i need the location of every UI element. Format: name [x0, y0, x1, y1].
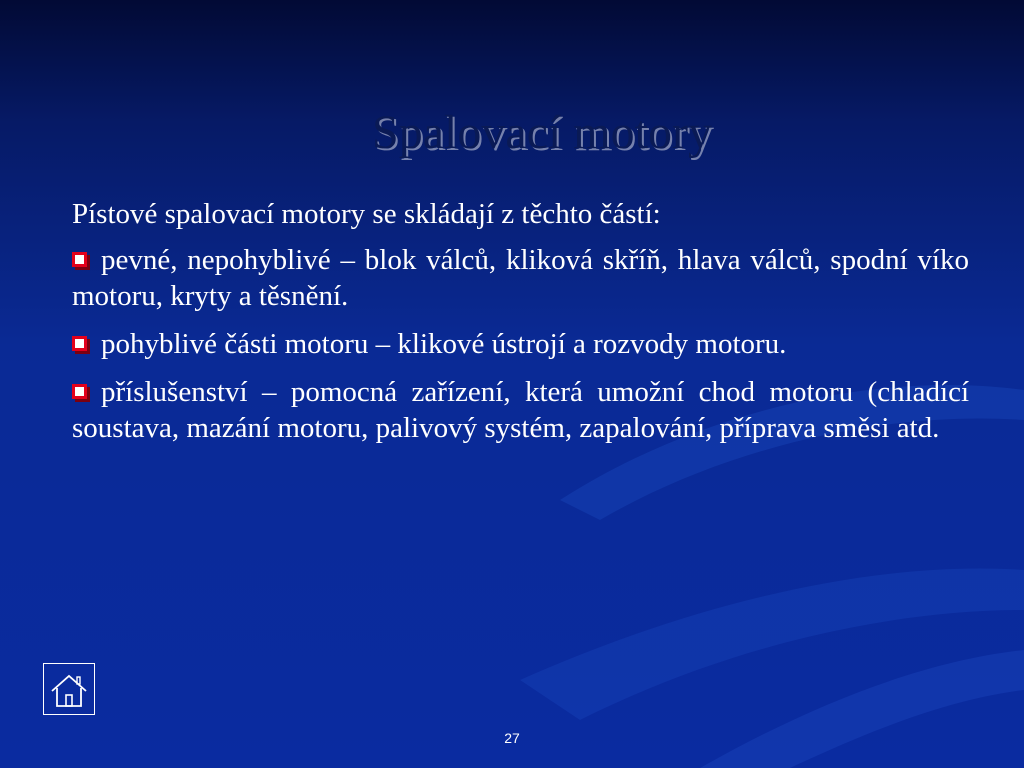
- slide-content: [72, 196, 969, 458]
- checkbox-bullet-icon: [72, 252, 87, 267]
- home-button[interactable]: [43, 663, 95, 715]
- bullet-item: [72, 242, 969, 314]
- slide-title: Spalovací motory: [372, 106, 712, 159]
- home-icon: [49, 671, 89, 709]
- bullet-item: [72, 374, 969, 446]
- checkbox-bullet-icon: [72, 384, 87, 399]
- bullet-text: příslušenství – pomocná zařízení, která umožní chod motoru (chladící soustava, mazání motoru, palivový systém, zapalování, příprava směsi atd.: [72, 376, 969, 444]
- bullet-text: pohyblivé části motoru – klikové ústrojí a rozvody motoru.: [101, 328, 787, 360]
- bullet-text: pevné, nepohyblivé – blok válců, kliková skříň, hlava válců, spodní víko motoru, kryty a těsnění.: [72, 244, 969, 312]
- checkbox-bullet-icon: [72, 336, 87, 351]
- bullet-item: [72, 326, 969, 362]
- page-number: 27: [504, 730, 520, 746]
- intro-text: Pístové spalovací motory se skládají z těchto částí:: [72, 198, 661, 230]
